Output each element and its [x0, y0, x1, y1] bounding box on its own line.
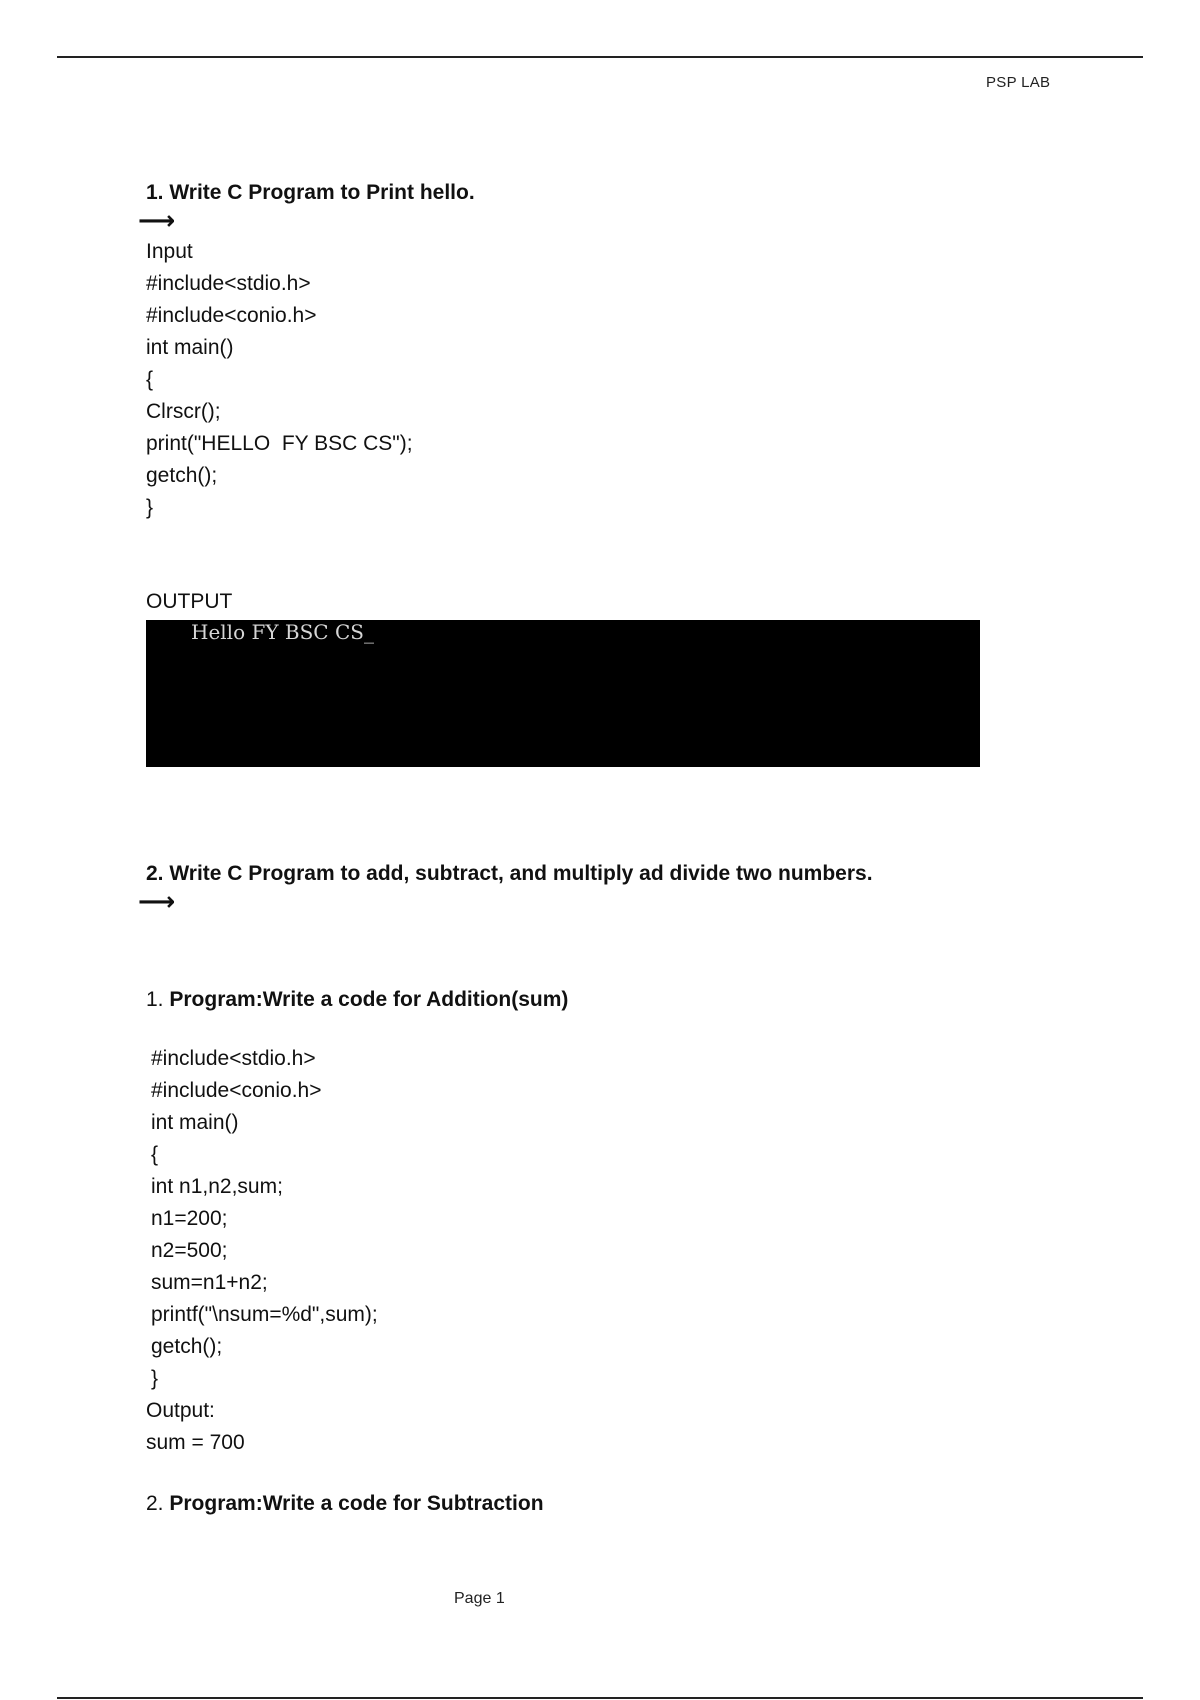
- code-line: #include<stdio.h>: [146, 272, 311, 295]
- bottom-rule: [57, 1697, 1143, 1699]
- code-line: Clrscr();: [146, 400, 221, 423]
- code-line: #include<conio.h>: [146, 304, 317, 327]
- code-line: {: [146, 368, 154, 391]
- code-line: n2=500;: [151, 1239, 228, 1262]
- section2-arrow-icon: ⟶: [138, 886, 176, 916]
- code-line: int main(): [151, 1111, 239, 1134]
- code-line: printf("\nsum=%d",sum);: [151, 1303, 378, 1326]
- sub1-code: [151, 1043, 1046, 1395]
- code-line: {: [151, 1143, 159, 1166]
- section2-heading: 2. Write C Program to add, subtract, and multiply ad divide two numbers.: [146, 862, 873, 885]
- section1-heading: 1. Write C Program to Print hello.: [146, 181, 475, 204]
- code-line: sum=n1+n2;: [151, 1271, 268, 1294]
- sub2-heading: [146, 1489, 1046, 1519]
- code-line: #include<conio.h>: [151, 1079, 322, 1102]
- code-line: }: [146, 496, 154, 519]
- code-line: int n1,n2,sum;: [151, 1175, 283, 1198]
- input-label: Input: [146, 240, 193, 263]
- code-line: #include<stdio.h>: [151, 1047, 316, 1070]
- sub1-heading: [146, 985, 1046, 1015]
- code-line: getch();: [151, 1335, 223, 1358]
- code-line: print("HELLO FY BSC CS");: [146, 432, 413, 455]
- code-line: getch();: [146, 464, 218, 487]
- section1-code: [146, 268, 1046, 524]
- code-line: int main(): [146, 336, 234, 359]
- terminal-text: Hello FY BSC CS_: [191, 620, 374, 644]
- sub1-output-value: sum = 700: [146, 1431, 245, 1454]
- sub2-number: 2.: [146, 1492, 170, 1515]
- terminal-output: [146, 620, 980, 767]
- output-label: OUTPUT: [146, 590, 233, 613]
- sub1-title: Program:Write a code for Addition(sum): [169, 988, 569, 1011]
- top-rule: [57, 56, 1143, 58]
- sub1-number: 1.: [146, 988, 170, 1011]
- page-number: Page 1: [454, 1590, 505, 1607]
- document-body: [138, 178, 1046, 1519]
- section1-arrow-icon: ⟶: [138, 205, 176, 235]
- header-label: PSP LAB: [986, 74, 1051, 91]
- code-line: n1=200;: [151, 1207, 228, 1230]
- code-line: }: [151, 1367, 159, 1390]
- sub2-title: Program:Write a code for Subtraction: [169, 1492, 544, 1515]
- sub1-output-label: Output:: [146, 1399, 215, 1422]
